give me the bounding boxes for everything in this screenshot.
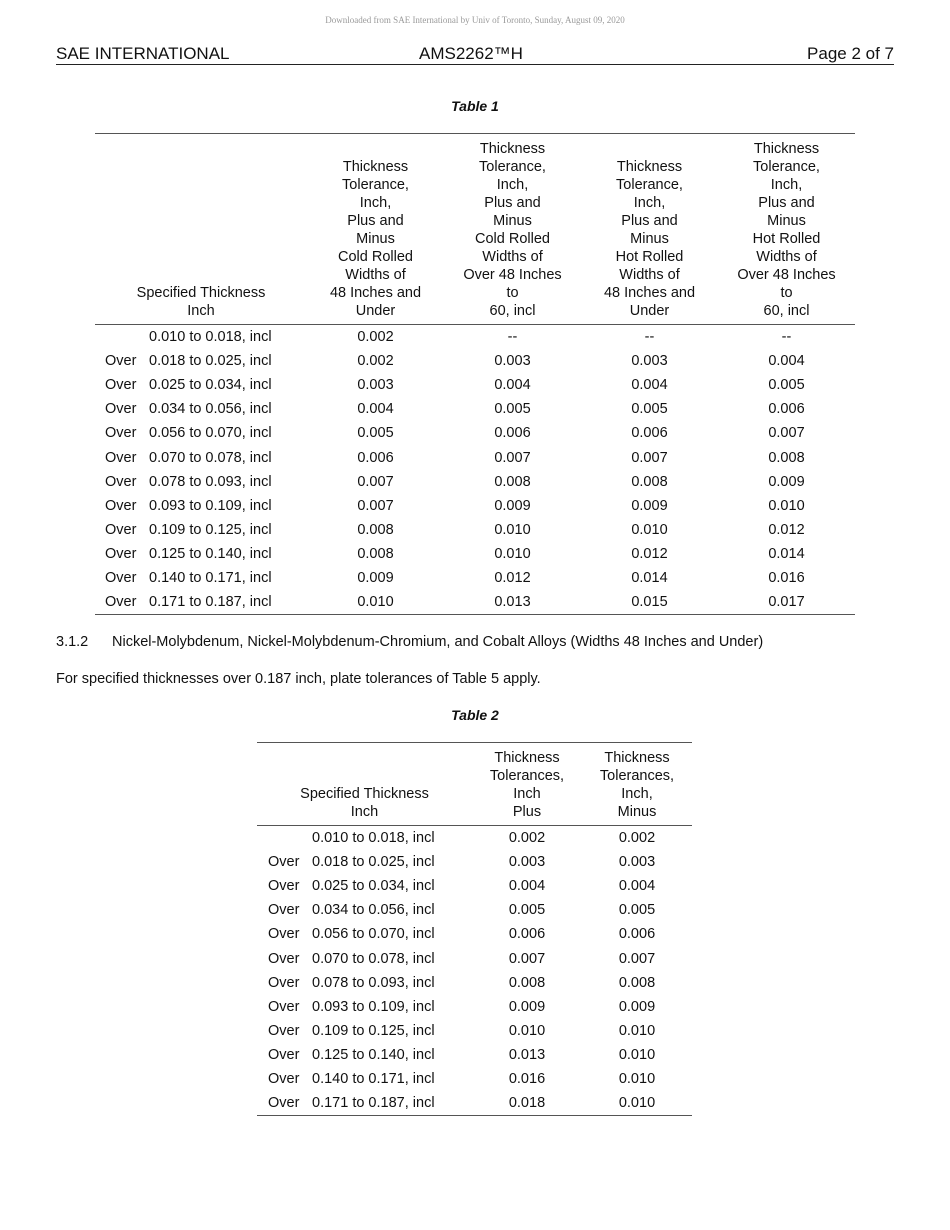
table1-col-header: Thickness Tolerance, Inch, Plus and Minus Cold Rolled Widths of 48 Inches and Under [307,134,444,325]
tolerance-value-cell: 0.006 [357,449,394,466]
range-text: 0.109 to 0.125, incl [312,1022,435,1039]
tolerance-value-cell: 0.010 [618,1070,656,1087]
tolerance-value-cell: 0.009 [618,998,656,1015]
tolerance-value-cell: 0.007 [494,449,531,466]
thickness-range-cell [95,397,307,421]
table-row [257,946,692,970]
range-prefix: Over [105,497,137,514]
header-org: SAE INTERNATIONAL [56,44,230,63]
header-page-number: Page 2 of 7 [807,44,894,63]
table1-body [95,325,855,615]
range-prefix: Over [268,1095,300,1112]
range-text: 0.093 to 0.109, incl [312,998,435,1015]
tolerance-value-cell: 0.009 [508,998,546,1015]
tolerance-value-cell: 0.012 [631,545,668,562]
table-row [257,995,692,1019]
thickness-range-cell [95,445,307,469]
thickness-range-cell [257,1067,472,1091]
table-row [257,922,692,946]
tolerance-value-cell: 0.014 [768,545,805,562]
table2-header-row [257,743,692,826]
range-text: 0.070 to 0.078, incl [149,449,272,466]
section-heading [56,634,763,650]
tolerance-value-cell: 0.007 [508,950,546,967]
range-prefix: Over [105,449,137,466]
thickness-range-cell [257,971,472,995]
header-doc-number: AMS2262™H [419,44,523,63]
table-row [95,373,855,397]
tolerance-value-cell: 0.010 [618,1046,656,1063]
range-prefix: Over [105,545,137,562]
thickness-range-cell [257,946,472,970]
tolerance-value-cell: 0.006 [768,401,805,418]
range-text: 0.093 to 0.109, incl [149,497,272,514]
tolerance-value-cell: -- [507,329,518,346]
table-row [257,874,692,898]
thickness-range-cell [257,874,472,898]
tolerance-value-cell: 0.005 [618,902,656,919]
tolerance-value-cell: 0.013 [444,590,581,615]
table1-col-header: Specified Thickness Inch [95,134,307,325]
thickness-range-cell [257,850,472,874]
table1 [95,133,855,615]
tolerance-value-cell: 0.005 [508,902,546,919]
range-prefix: Over [268,878,300,895]
range-text: 0.140 to 0.171, incl [149,569,272,586]
thickness-range-cell [257,826,472,851]
table-row [257,1091,692,1116]
tolerance-value-cell: 0.007 [357,473,394,490]
tolerance-value-cell: 0.012 [494,569,531,586]
body-paragraph: For specified thicknesses over 0.187 inch, plate tolerances of Table 5 apply. [56,671,541,687]
tolerance-value-cell: 0.007 [357,497,394,514]
thickness-range-cell [257,1043,472,1067]
tolerance-value-cell: 0.002 [357,329,394,346]
tolerance-value-cell: 0.015 [581,590,718,615]
range-prefix: Over [268,1070,300,1087]
range-text: 0.056 to 0.070, incl [312,926,435,943]
tolerance-value-cell: 0.005 [631,401,668,418]
range-text: 0.070 to 0.078, incl [312,950,435,967]
tolerance-value-cell: 0.016 [508,1070,546,1087]
tolerance-value-cell: 0.002 [618,830,656,847]
tolerance-value-cell: 0.018 [472,1091,582,1116]
tolerance-value-cell: 0.008 [357,545,394,562]
tolerance-value-cell: 0.006 [508,926,546,943]
table-row [95,518,855,542]
range-text: 0.025 to 0.034, incl [149,377,272,394]
range-prefix: Over [105,401,137,418]
thickness-range-cell [257,1091,472,1116]
range-text: 0.018 to 0.025, incl [149,353,272,370]
tolerance-value-cell: 0.003 [618,854,656,871]
tolerance-value-cell: 0.008 [357,521,394,538]
tolerance-value-cell: 0.002 [357,353,394,370]
range-prefix: Over [105,594,137,611]
tolerance-value-cell: 0.007 [618,950,656,967]
tolerance-value-cell: 0.006 [618,926,656,943]
tolerance-value-cell: 0.012 [768,521,805,538]
range-text: 0.171 to 0.187, incl [312,1095,435,1112]
range-text: 0.010 to 0.018, incl [149,329,272,346]
range-text: 0.018 to 0.025, incl [312,854,435,871]
table1-caption: Table 1 [451,98,499,114]
section-title: Nickel-Molybdenum, Nickel-Molybdenum-Chromium, and Cobalt Alloys (Widths 48 Inches and Under) [112,634,764,650]
tolerance-value-cell: -- [781,329,792,346]
table-row [257,1067,692,1091]
range-prefix: Over [268,1022,300,1039]
table-row [95,349,855,373]
table-row [95,542,855,566]
range-prefix: Over [268,998,300,1015]
range-prefix: Over [105,425,137,442]
tolerance-value-cell: 0.010 [508,1022,546,1039]
thickness-range-cell [95,421,307,445]
table-row [95,470,855,494]
tolerance-value-cell: 0.009 [494,497,531,514]
tolerance-value-cell: 0.004 [618,878,656,895]
table1-col-header: Thickness Tolerance, Inch, Plus and Minus Hot Rolled Widths of 48 Inches and Under [581,134,718,325]
tolerance-value-cell: 0.008 [631,473,668,490]
range-prefix: Over [268,1046,300,1063]
tolerance-value-cell: 0.010 [494,521,531,538]
table1-col-header: Thickness Tolerance, Inch, Plus and Minus Hot Rolled Widths of Over 48 Inches to 60, incl [718,134,855,325]
thickness-range-cell [257,1019,472,1043]
thickness-range-cell [95,590,307,615]
page-header [56,44,894,65]
thickness-range-cell [95,518,307,542]
tolerance-value-cell: 0.004 [631,377,668,394]
tolerance-value-cell: 0.005 [494,401,531,418]
table-row [257,1019,692,1043]
tolerance-value-cell: 0.008 [618,974,656,991]
tolerance-value-cell: 0.010 [618,1022,656,1039]
range-text: 0.140 to 0.171, incl [312,1070,435,1087]
tolerance-value-cell: 0.008 [768,449,805,466]
tolerance-value-cell: 0.004 [357,401,394,418]
range-prefix: Over [105,473,137,490]
table2 [257,742,692,1116]
tolerance-value-cell: 0.010 [582,1091,692,1116]
thickness-range-cell [95,542,307,566]
table-row [257,1043,692,1067]
tolerance-value-cell: 0.010 [307,590,444,615]
range-prefix: Over [268,854,300,871]
range-text: 0.025 to 0.034, incl [312,878,435,895]
range-prefix: Over [268,974,300,991]
tolerance-value-cell: 0.005 [357,425,394,442]
thickness-range-cell [95,373,307,397]
tolerance-value-cell: 0.007 [768,425,805,442]
table1-col-header: Thickness Tolerance, Inch, Plus and Minus Cold Rolled Widths of Over 48 Inches to 60, incl [444,134,581,325]
tolerance-value-cell: 0.005 [768,377,805,394]
tolerance-value-cell: 0.016 [768,569,805,586]
table-row [257,850,692,874]
tolerance-value-cell: 0.013 [508,1046,546,1063]
tolerance-value-cell: 0.009 [357,569,394,586]
tolerance-value-cell: 0.014 [631,569,668,586]
tolerance-value-cell: 0.004 [508,878,546,895]
range-prefix: Over [105,353,137,370]
thickness-range-cell [257,995,472,1019]
range-prefix: Over [105,521,137,538]
table2-col-header: Thickness Tolerances, Inch Plus [472,743,582,826]
download-watermark: Downloaded from SAE International by Univ of Toronto, Sunday, August 09, 2020 [325,15,625,25]
tolerance-value-cell: 0.010 [494,545,531,562]
thickness-range-cell [95,470,307,494]
tolerance-value-cell: 0.004 [494,377,531,394]
section-number: 3.1.2 [56,634,89,650]
table1-header-row [95,134,855,325]
thickness-range-cell [257,898,472,922]
thickness-range-cell [95,325,307,350]
table-row [257,826,692,851]
table-row [95,494,855,518]
tolerance-value-cell: 0.017 [718,590,855,615]
range-text: 0.125 to 0.140, incl [149,545,272,562]
table-row [95,566,855,590]
range-text: 0.078 to 0.093, incl [312,974,435,991]
tolerance-value-cell: 0.006 [631,425,668,442]
table-row [95,325,855,350]
table2-body [257,826,692,1116]
thickness-range-cell [257,922,472,946]
tolerance-value-cell: 0.003 [494,353,531,370]
table2-col-header: Thickness Tolerances, Inch, Minus [582,743,692,826]
table-row [95,397,855,421]
range-prefix: Over [268,950,300,967]
tolerance-value-cell: 0.006 [494,425,531,442]
table-row [95,445,855,469]
tolerance-value-cell: 0.003 [357,377,394,394]
range-prefix: Over [105,377,137,394]
range-text: 0.034 to 0.056, incl [312,902,435,919]
tolerance-value-cell: 0.007 [631,449,668,466]
tolerance-value-cell: -- [644,329,655,346]
range-text: 0.125 to 0.140, incl [312,1046,435,1063]
tolerance-value-cell: 0.010 [631,521,668,538]
range-text: 0.056 to 0.070, incl [149,425,272,442]
thickness-range-cell [95,349,307,373]
range-text: 0.171 to 0.187, incl [149,594,272,611]
tolerance-value-cell: 0.008 [494,473,531,490]
table2-caption: Table 2 [451,707,499,723]
table2-col-header: Specified Thickness Inch [257,743,472,826]
table-row [95,590,855,615]
tolerance-value-cell: 0.003 [631,353,668,370]
range-prefix: Over [268,926,300,943]
range-text: 0.109 to 0.125, incl [149,521,272,538]
range-prefix: Over [268,902,300,919]
table-row [257,971,692,995]
tolerance-value-cell: 0.008 [508,974,546,991]
table-row [95,421,855,445]
tolerance-value-cell: 0.003 [508,854,546,871]
tolerance-value-cell: 0.010 [768,497,805,514]
tolerance-value-cell: 0.002 [508,830,546,847]
range-text: 0.078 to 0.093, incl [149,473,272,490]
tolerance-value-cell: 0.009 [768,473,805,490]
tolerance-value-cell: 0.009 [631,497,668,514]
thickness-range-cell [95,494,307,518]
thickness-range-cell [95,566,307,590]
range-prefix: Over [105,569,137,586]
range-text: 0.010 to 0.018, incl [312,830,435,847]
table-row [257,898,692,922]
tolerance-value-cell: 0.004 [768,353,805,370]
range-text: 0.034 to 0.056, incl [149,401,272,418]
